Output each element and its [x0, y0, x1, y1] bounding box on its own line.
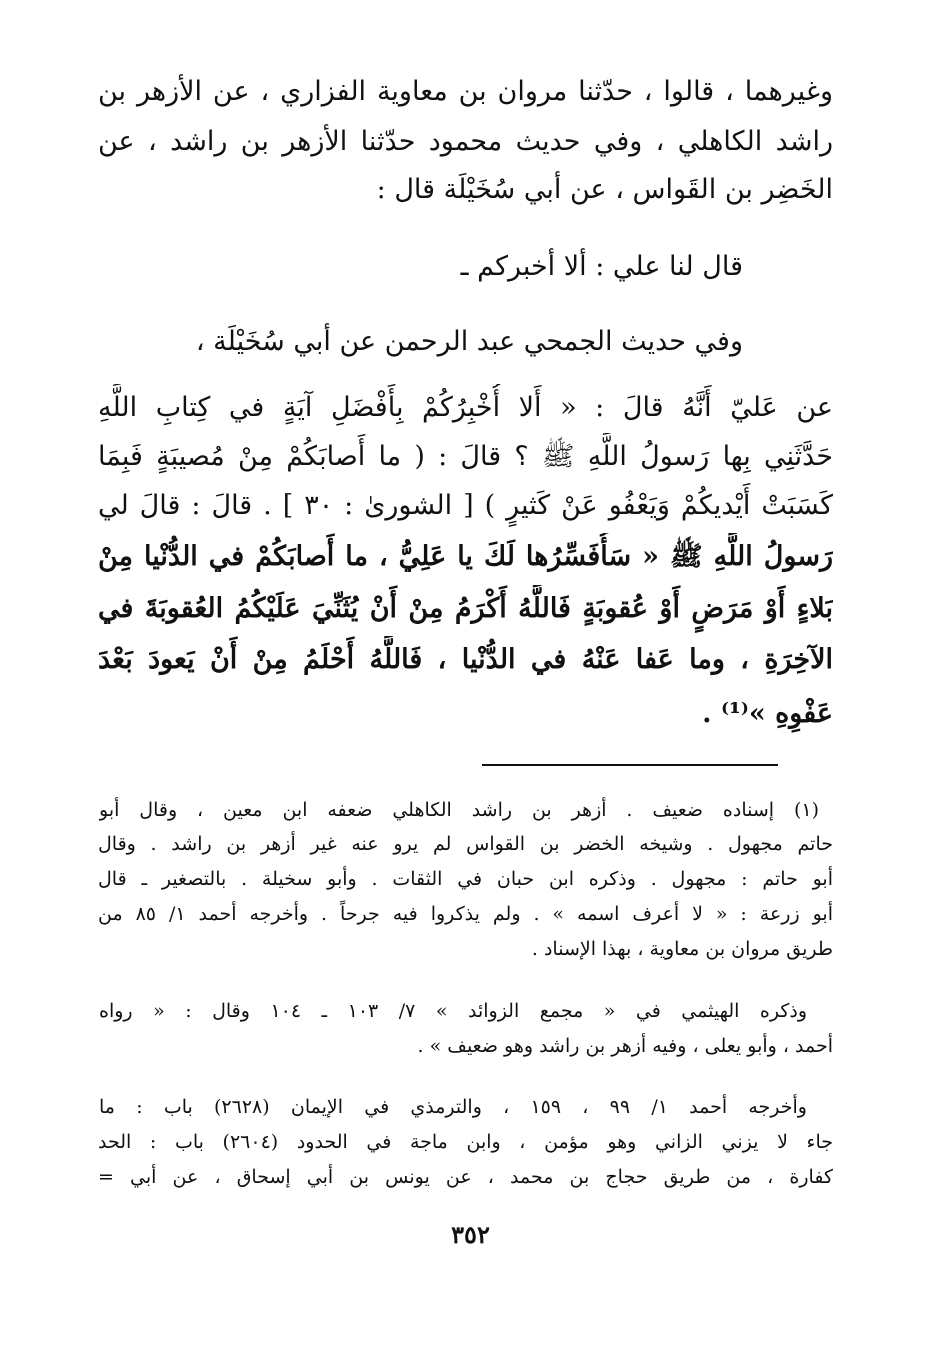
hadith-line-3: كَسَبَتْ أَيْديكُمْ وَيَعْفُو عَنْ كَثيرٍ ) [ الشورىٰ : ٣٠ ] . قالَ : قالَ لي — [98, 490, 833, 521]
narration-line-4: قال لنا علي : ألا أخبركم ـ — [460, 251, 743, 282]
hadith-line-5: بَلاءٍ أَوْ مَرَضٍ أَوْ عُقوبَةٍ فَاللَّهُ أَكْرَمُ مِنْ أَنْ يُثَنِّيَ عَلَيْكُمُ العُقوبَةَ في — [98, 593, 833, 624]
narration-line-3: الخَضِر بن القَواس ، عن أبي سُخَيْلَة قال : — [376, 174, 833, 205]
footnote-3-line-2: جاء لا يزني الزاني وهو مؤمن ، وابن ماجة في الحدود (٢٦٠٤) باب : الحد — [98, 1131, 833, 1153]
hadith-line-6: الآخِرَةِ ، وما عَفا عَنْهُ في الدُّنْيا ، فَاللَّهُ أَحْلَمُ مِنْ أَنْ يَعودَ بَعْدَ — [98, 644, 833, 675]
footnote-3-line-3: كفارة ، من طريق حجاج بن محمد ، عن يونس بن أبي إسحاق ، عن أبي = — [98, 1166, 833, 1188]
hadith-line-2: حَدَّثَنِي بِها رَسولُ اللَّهِ ﷺ ؟ قالَ : ( ما أَصابَكُمْ مِنْ مُصيبَةٍ فَبِمَا — [98, 441, 833, 472]
hadith-line-1: عن عَليّ أَنَّهُ قالَ : « أَلا أُخْبِرُكُمْ بِأَفْضَلِ آيَةٍ في كِتابِ اللَّهِ — [98, 392, 833, 423]
footnote-2-line-2: أحمد ، وأبو يعلى ، وفيه أزهر بن راشد وهو ضعيف » . — [417, 1035, 833, 1057]
footnote-1-line-4: أبو زرعة : « لا أعرف اسمه » . ولم يذكروا فيه جرحاً . وأخرجه أحمد ١/ ٨٥ من — [98, 903, 833, 925]
narration-line-1: وغيرهما ، قالوا ، حدّثنا مروان بن معاوية الفزاري ، عن الأزهر بن — [98, 76, 833, 107]
footnote-3-line-1: وأخرجه أحمد ١/ ٩٩ ، ١٥٩ ، والترمذي في الإيمان (٢٦٢٨) باب : ما — [99, 1096, 807, 1118]
footnote-1-line-3: أبو حاتم : مجهول . وذكره ابن حبان في الثقات . وأبو سخيلة . بالتصغير ـ قال — [98, 868, 833, 890]
page-number: ٣٥٢ — [451, 1220, 490, 1249]
narration-line-5: وفي حديث الجمحي عبد الرحمن عن أبي سُخَيْلَة ، — [195, 326, 743, 357]
narration-line-2: راشد الكاهلي ، وفي حديث محمود حدّثنا الأزهر بن راشد ، عن — [98, 126, 833, 157]
footnote-divider — [482, 764, 778, 766]
footnote-1-line-2: حاتم مجهول . وشيخه الخضر بن القواس لم يرو عنه غير أزهر بن راشد . وقال — [98, 833, 833, 855]
footnote-1-line-5: طريق مروان بن معاوية ، بهذا الإسناد . — [531, 938, 833, 960]
footnote-2-line-1: وذكره الهيثمي في « مجمع الزوائد » ٧/ ١٠٣ ـ ١٠٤ وقال : « رواه — [99, 1000, 807, 1022]
footnote-1-line-1: (١) إسناده ضعيف . أزهر بن راشد الكاهلي ضعفه ابن معين ، وقال أبو — [99, 799, 819, 821]
hadith-line-4: رَسولُ اللَّهِ ﷺ « سَأُفَسِّرُها لَكَ يا عَلِيُّ ، ما أَصابَكُمْ في الدُّنْيا مِنْ — [98, 541, 833, 572]
hadith-line-7: عَفْوِهِ »⁽¹⁾ . — [702, 698, 833, 729]
